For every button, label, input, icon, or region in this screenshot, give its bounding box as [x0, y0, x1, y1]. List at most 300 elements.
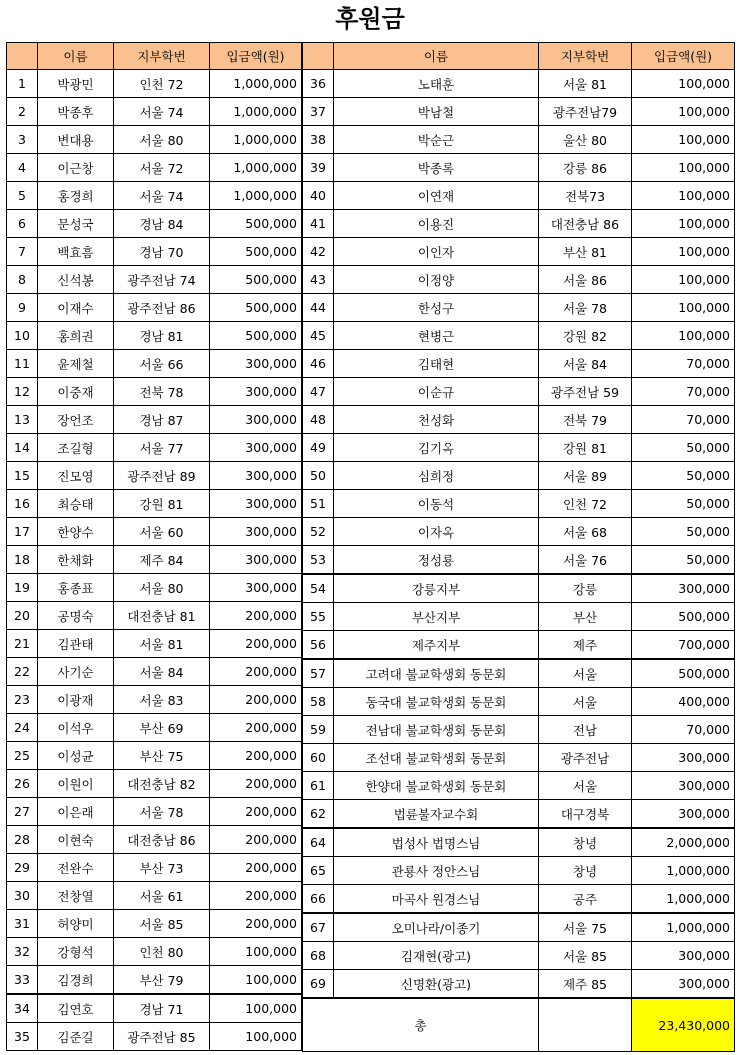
row-number: 45 [303, 322, 334, 350]
row-number: 1 [7, 70, 38, 98]
row-number: 33 [7, 966, 38, 995]
branch-year: 서울 72 [114, 154, 210, 182]
donor-name: 김연호 [38, 994, 114, 1023]
donation-amount: 200,000 [210, 826, 302, 854]
table-row [7, 154, 302, 182]
branch-year: 서울 78 [114, 798, 210, 826]
table-row [7, 658, 302, 686]
table-row [303, 462, 735, 490]
table-row [303, 98, 735, 126]
branch-year: 인천 72 [539, 490, 632, 518]
donor-name: 현병근 [334, 322, 539, 350]
donor-name: 한양대 불교학생회 동문회 [334, 772, 539, 800]
row-number: 23 [7, 686, 38, 714]
branch-year: 서울 [539, 688, 632, 716]
donor-name: 신명환(광고) [334, 970, 539, 999]
branch-year: 서울 74 [114, 182, 210, 210]
table-row [303, 800, 735, 829]
table-row [303, 350, 735, 378]
table-row [7, 322, 302, 350]
table-row [303, 154, 735, 182]
branch-year: 서울 [539, 659, 632, 688]
branch-year: 대구경북 [539, 800, 632, 829]
row-number: 27 [7, 798, 38, 826]
donor-name: 천성화 [334, 406, 539, 434]
row-number: 8 [7, 266, 38, 294]
donation-amount: 200,000 [210, 910, 302, 938]
table-row [7, 294, 302, 322]
branch-year: 전북73 [539, 182, 632, 210]
row-number: 54 [303, 574, 334, 603]
row-number: 18 [7, 546, 38, 574]
row-number: 28 [7, 826, 38, 854]
row-number: 15 [7, 462, 38, 490]
table-row [303, 885, 735, 914]
table-row [7, 854, 302, 882]
branch-year: 서울 80 [114, 126, 210, 154]
donor-name: 이석우 [38, 714, 114, 742]
donor-name: 전완수 [38, 854, 114, 882]
table-row [7, 826, 302, 854]
branch-year: 강원 81 [539, 434, 632, 462]
donor-name: 홍종표 [38, 574, 114, 602]
row-number: 9 [7, 294, 38, 322]
row-number: 19 [7, 574, 38, 602]
branch-year: 부산 69 [114, 714, 210, 742]
branch-year: 제주 84 [114, 546, 210, 574]
branch-year: 서울 66 [114, 350, 210, 378]
table-row [7, 266, 302, 294]
table-row [303, 659, 735, 688]
table-row [303, 942, 735, 970]
header-amount: 입금액(원) [210, 43, 302, 70]
branch-year: 서울 60 [114, 518, 210, 546]
header-amount: 입금액(원) [632, 43, 735, 70]
row-number: 43 [303, 266, 334, 294]
header-branch: 지부학번 [539, 43, 632, 70]
donation-amount: 500,000 [632, 659, 735, 688]
donation-amount: 1,000,000 [210, 70, 302, 98]
donation-amount: 100,000 [632, 154, 735, 182]
total-blank [539, 998, 632, 1052]
donation-amount: 500,000 [210, 322, 302, 350]
table-row [7, 182, 302, 210]
row-number: 2 [7, 98, 38, 126]
row-number: 10 [7, 322, 38, 350]
table-row [7, 630, 302, 658]
donor-name: 윤제철 [38, 350, 114, 378]
donor-name: 최승태 [38, 490, 114, 518]
branch-year: 울산 80 [539, 126, 632, 154]
row-number: 68 [303, 942, 334, 970]
donation-amount: 100,000 [632, 266, 735, 294]
total-row [303, 998, 735, 1052]
branch-year: 서울 78 [539, 294, 632, 322]
donation-amount: 100,000 [210, 966, 302, 995]
total-label: 총 [303, 998, 539, 1052]
branch-year: 경남 71 [114, 994, 210, 1023]
donation-amount: 2,000,000 [632, 828, 735, 857]
row-number: 35 [7, 1023, 38, 1051]
donation-amount: 70,000 [632, 350, 735, 378]
table-row [7, 602, 302, 630]
branch-year: 서울 85 [539, 942, 632, 970]
table-row [303, 857, 735, 885]
branch-year: 서울 84 [114, 658, 210, 686]
donor-name: 노태훈 [334, 70, 539, 98]
row-number: 57 [303, 659, 334, 688]
table-row [303, 518, 735, 546]
donation-amount: 1,000,000 [210, 126, 302, 154]
table-row [7, 406, 302, 434]
donation-amount: 500,000 [210, 210, 302, 238]
table-row [7, 350, 302, 378]
row-number: 32 [7, 938, 38, 966]
donor-name: 이인자 [334, 238, 539, 266]
donor-name: 이재수 [38, 294, 114, 322]
donation-amount: 1,000,000 [210, 182, 302, 210]
table-row [303, 434, 735, 462]
row-number: 26 [7, 770, 38, 798]
table-row [303, 406, 735, 434]
donor-name: 백효흠 [38, 238, 114, 266]
table-row [303, 266, 735, 294]
row-number: 42 [303, 238, 334, 266]
donor-name: 이동석 [334, 490, 539, 518]
branch-year: 서울 83 [114, 686, 210, 714]
table-row [303, 688, 735, 716]
branch-year: 서울 61 [114, 882, 210, 910]
table-row [303, 490, 735, 518]
row-number: 39 [303, 154, 334, 182]
donor-name: 이광재 [38, 686, 114, 714]
table-row [303, 631, 735, 660]
donor-name: 김재현(광고) [334, 942, 539, 970]
branch-year: 대전충남 82 [114, 770, 210, 798]
donation-amount: 100,000 [210, 938, 302, 966]
branch-year: 광주전남 85 [114, 1023, 210, 1051]
donation-amount: 1,000,000 [210, 98, 302, 126]
row-number: 3 [7, 126, 38, 154]
branch-year: 광주전남 59 [539, 378, 632, 406]
table-row [7, 938, 302, 966]
donor-name: 사기순 [38, 658, 114, 686]
donation-amount: 100,000 [210, 1023, 302, 1051]
table-row [7, 70, 302, 98]
row-number: 37 [303, 98, 334, 126]
donor-name: 김태현 [334, 350, 539, 378]
donation-amount: 100,000 [210, 994, 302, 1023]
donor-name: 부산지부 [334, 603, 539, 631]
donor-name: 법성사 법명스님 [334, 828, 539, 857]
header-number [7, 43, 38, 70]
donor-name: 전남대 불교학생회 동문회 [334, 716, 539, 744]
donor-name: 이용진 [334, 210, 539, 238]
table-row [7, 714, 302, 742]
row-number: 40 [303, 182, 334, 210]
donation-amount: 500,000 [632, 603, 735, 631]
donor-name: 변대용 [38, 126, 114, 154]
row-number: 31 [7, 910, 38, 938]
donor-name: 이연재 [334, 182, 539, 210]
donation-amount: 200,000 [210, 798, 302, 826]
branch-year: 인천 80 [114, 938, 210, 966]
donor-name: 마곡사 원경스님 [334, 885, 539, 914]
table-row [7, 210, 302, 238]
donor-name: 관룡사 정안스님 [334, 857, 539, 885]
donation-amount: 300,000 [210, 378, 302, 406]
donor-name: 한성구 [334, 294, 539, 322]
branch-year: 부산 81 [539, 238, 632, 266]
donor-name: 이자옥 [334, 518, 539, 546]
donation-amount: 100,000 [632, 126, 735, 154]
donor-name: 신석봉 [38, 266, 114, 294]
donor-name: 장언조 [38, 406, 114, 434]
donor-name: 고려대 불교학생회 동문회 [334, 659, 539, 688]
table-row [303, 772, 735, 800]
donor-name: 제주지부 [334, 631, 539, 660]
donation-amount: 200,000 [210, 882, 302, 910]
donation-amount: 100,000 [632, 210, 735, 238]
donation-amount: 700,000 [632, 631, 735, 660]
donor-name: 홍희권 [38, 322, 114, 350]
donation-amount: 300,000 [210, 406, 302, 434]
row-number: 24 [7, 714, 38, 742]
row-number: 29 [7, 854, 38, 882]
table-row [303, 546, 735, 575]
row-number: 38 [303, 126, 334, 154]
donor-name: 박종록 [334, 154, 539, 182]
donation-amount: 100,000 [632, 98, 735, 126]
branch-year: 서울 76 [539, 546, 632, 575]
table-row [7, 882, 302, 910]
row-number: 59 [303, 716, 334, 744]
branch-year: 강릉 [539, 574, 632, 603]
branch-year: 서울 77 [114, 434, 210, 462]
donation-table-right [302, 42, 735, 1052]
row-number: 17 [7, 518, 38, 546]
donor-name: 전창열 [38, 882, 114, 910]
donation-amount: 100,000 [632, 294, 735, 322]
branch-year: 제주 [539, 631, 632, 660]
table-row [303, 210, 735, 238]
row-number: 11 [7, 350, 38, 378]
donation-amount: 300,000 [632, 744, 735, 772]
row-number: 62 [303, 800, 334, 829]
row-number: 67 [303, 913, 334, 942]
donation-amount: 200,000 [210, 686, 302, 714]
table-row [7, 686, 302, 714]
donation-amount: 100,000 [632, 182, 735, 210]
row-number: 52 [303, 518, 334, 546]
row-number: 21 [7, 630, 38, 658]
row-number: 44 [303, 294, 334, 322]
table-row [7, 238, 302, 266]
row-number: 55 [303, 603, 334, 631]
donation-amount: 1,000,000 [632, 885, 735, 914]
branch-year: 광주전남 89 [114, 462, 210, 490]
branch-year: 광주전남 86 [114, 294, 210, 322]
donation-amount: 200,000 [210, 742, 302, 770]
header-number [303, 43, 334, 70]
header-name: 이름 [38, 43, 114, 70]
row-number: 49 [303, 434, 334, 462]
donor-name: 김기옥 [334, 434, 539, 462]
donation-amount: 50,000 [632, 518, 735, 546]
row-number: 7 [7, 238, 38, 266]
branch-year: 서울 85 [114, 910, 210, 938]
branch-year: 대전충남 86 [114, 826, 210, 854]
donor-name: 진모영 [38, 462, 114, 490]
donor-name: 김준길 [38, 1023, 114, 1051]
donation-amount: 200,000 [210, 854, 302, 882]
donation-amount: 100,000 [632, 322, 735, 350]
donation-amount: 70,000 [632, 716, 735, 744]
header-row [303, 43, 735, 70]
donation-amount: 500,000 [210, 238, 302, 266]
branch-year: 서울 81 [539, 70, 632, 98]
table-row [7, 490, 302, 518]
branch-year: 전북 79 [539, 406, 632, 434]
header-name: 이름 [334, 43, 539, 70]
donor-name: 조길형 [38, 434, 114, 462]
table-row [7, 518, 302, 546]
donor-name: 김경희 [38, 966, 114, 995]
row-number: 36 [303, 70, 334, 98]
branch-year: 경남 81 [114, 322, 210, 350]
donor-name: 강릉지부 [334, 574, 539, 603]
table-row [7, 1023, 302, 1051]
branch-year: 광주전남 74 [114, 266, 210, 294]
donation-amount: 300,000 [632, 574, 735, 603]
donation-amount: 70,000 [632, 378, 735, 406]
branch-year: 서울 86 [539, 266, 632, 294]
donation-amount: 300,000 [632, 942, 735, 970]
table-row [7, 98, 302, 126]
donation-amount: 300,000 [210, 546, 302, 574]
table-row [7, 798, 302, 826]
row-number: 56 [303, 631, 334, 660]
row-number: 66 [303, 885, 334, 914]
branch-year: 제주 85 [539, 970, 632, 999]
donation-amount: 300,000 [632, 772, 735, 800]
row-number: 22 [7, 658, 38, 686]
donation-amount: 50,000 [632, 434, 735, 462]
table-row [303, 378, 735, 406]
branch-year: 부산 79 [114, 966, 210, 995]
row-number: 46 [303, 350, 334, 378]
donation-amount: 500,000 [210, 266, 302, 294]
table-row [7, 966, 302, 995]
branch-year: 공주 [539, 885, 632, 914]
donation-amount: 300,000 [210, 434, 302, 462]
donation-amount: 300,000 [210, 490, 302, 518]
row-number: 60 [303, 744, 334, 772]
donation-amount: 300,000 [632, 800, 735, 829]
donation-amount: 300,000 [632, 970, 735, 999]
donor-name: 허양미 [38, 910, 114, 938]
table-row [303, 603, 735, 631]
branch-year: 인천 72 [114, 70, 210, 98]
header-row [7, 43, 302, 70]
row-number: 6 [7, 210, 38, 238]
branch-year: 대전충남 81 [114, 602, 210, 630]
donor-name: 이정양 [334, 266, 539, 294]
donation-amount: 300,000 [210, 518, 302, 546]
table-row [7, 378, 302, 406]
total-amount: 23,430,000 [632, 998, 735, 1052]
row-number: 16 [7, 490, 38, 518]
branch-year: 강원 81 [114, 490, 210, 518]
donation-amount: 100,000 [632, 238, 735, 266]
donation-amount: 100,000 [632, 70, 735, 98]
row-number: 13 [7, 406, 38, 434]
branch-year: 서울 80 [114, 574, 210, 602]
row-number: 48 [303, 406, 334, 434]
donation-amount: 300,000 [210, 462, 302, 490]
branch-year: 서울 89 [539, 462, 632, 490]
table-row [303, 322, 735, 350]
row-number: 25 [7, 742, 38, 770]
donation-amount: 1,000,000 [632, 857, 735, 885]
row-number: 69 [303, 970, 334, 999]
donation-amount: 300,000 [210, 574, 302, 602]
row-number: 30 [7, 882, 38, 910]
row-number: 50 [303, 462, 334, 490]
table-row [7, 546, 302, 574]
table-row [7, 742, 302, 770]
donation-amount: 300,000 [210, 350, 302, 378]
table-row [303, 744, 735, 772]
branch-year: 경남 84 [114, 210, 210, 238]
donor-name: 법륜불자교수회 [334, 800, 539, 829]
donation-amount: 200,000 [210, 714, 302, 742]
row-number: 14 [7, 434, 38, 462]
table-row [7, 574, 302, 602]
header-branch: 지부학번 [114, 43, 210, 70]
table-row [303, 238, 735, 266]
donor-name: 박종후 [38, 98, 114, 126]
row-number: 5 [7, 182, 38, 210]
branch-year: 서울 [539, 772, 632, 800]
row-number: 53 [303, 546, 334, 575]
branch-year: 부산 73 [114, 854, 210, 882]
branch-year: 서울 75 [539, 913, 632, 942]
table-row [7, 126, 302, 154]
donor-name: 이중재 [38, 378, 114, 406]
branch-year: 서울 84 [539, 350, 632, 378]
donor-name: 문성국 [38, 210, 114, 238]
donor-name: 정성룡 [334, 546, 539, 575]
row-number: 61 [303, 772, 334, 800]
donor-name: 김관태 [38, 630, 114, 658]
donor-name: 이원이 [38, 770, 114, 798]
donation-amount: 50,000 [632, 490, 735, 518]
branch-year: 대전충남 86 [539, 210, 632, 238]
donation-amount: 200,000 [210, 630, 302, 658]
donor-name: 조선대 불교학생회 동문회 [334, 744, 539, 772]
branch-year: 전북 78 [114, 378, 210, 406]
donation-amount: 500,000 [210, 294, 302, 322]
table-row [303, 126, 735, 154]
table-row [303, 913, 735, 942]
donor-name: 이현숙 [38, 826, 114, 854]
table-row [303, 70, 735, 98]
donor-name: 한채화 [38, 546, 114, 574]
donor-name: 이순규 [334, 378, 539, 406]
donor-name: 홍경희 [38, 182, 114, 210]
table-row [303, 828, 735, 857]
